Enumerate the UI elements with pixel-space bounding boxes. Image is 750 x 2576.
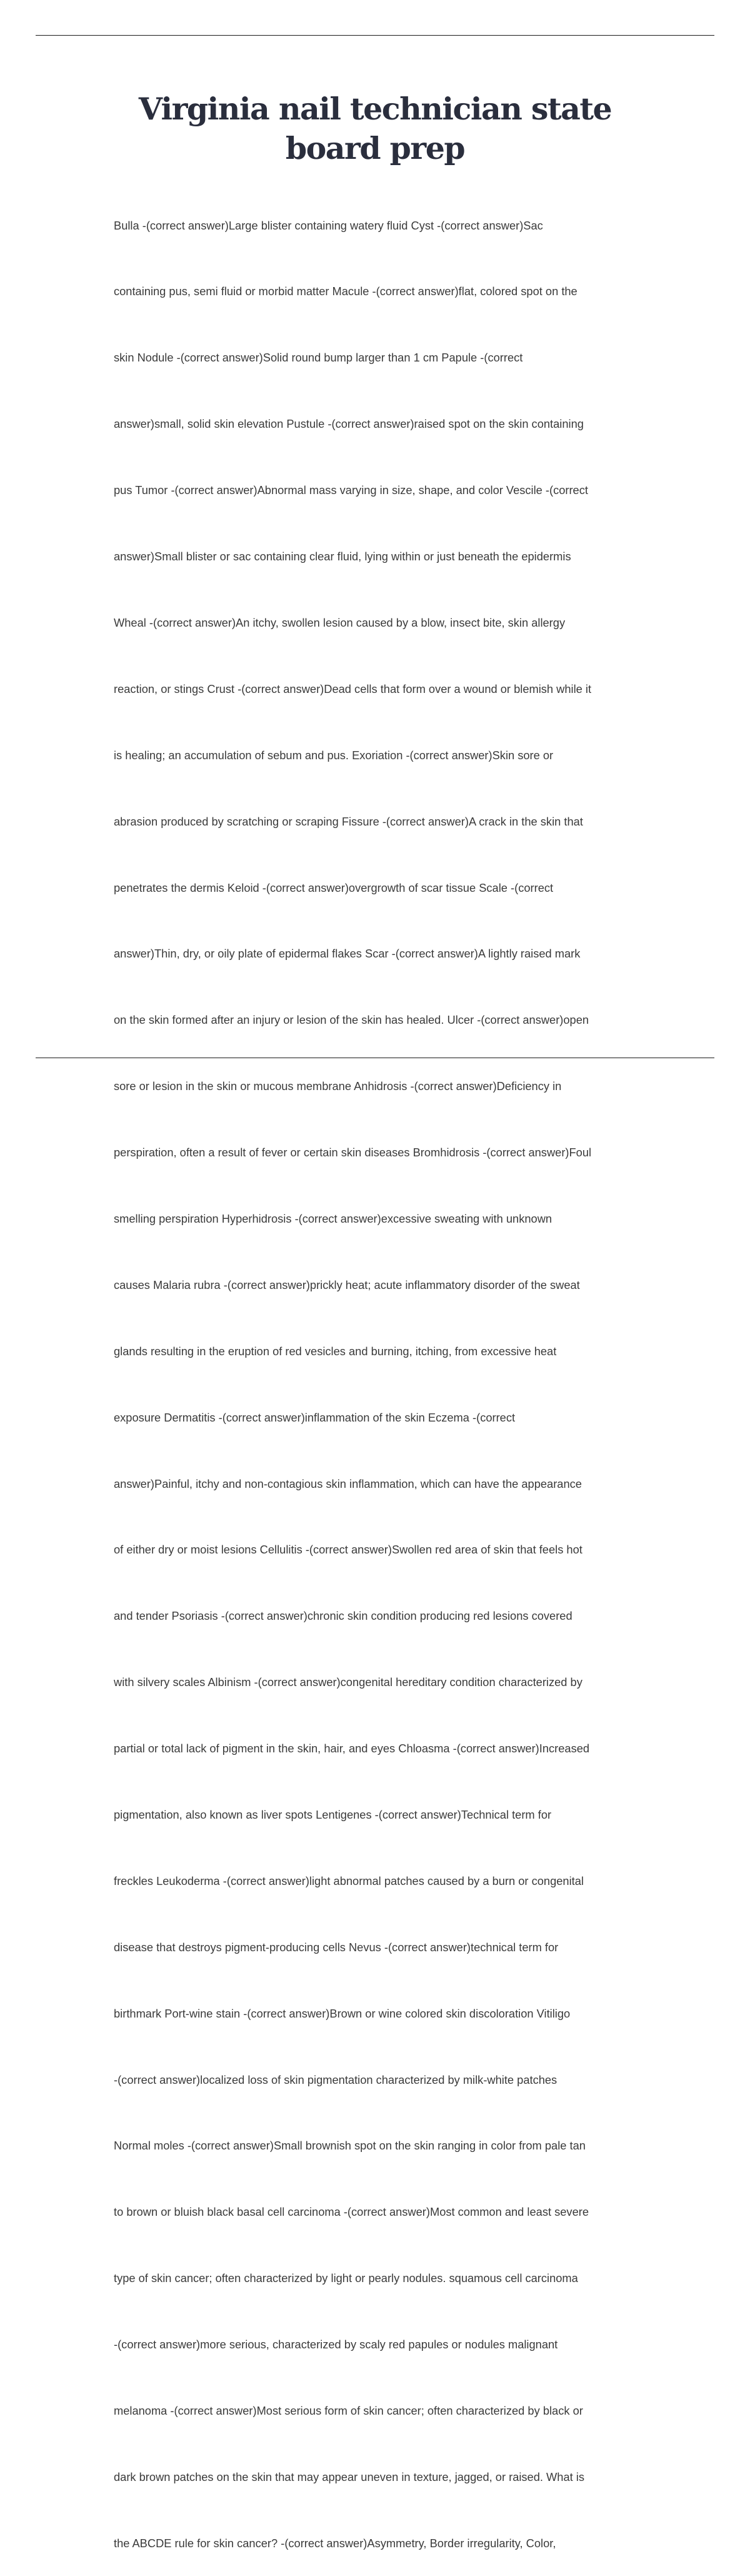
- body-line: on the skin formed after an injury or lesion of the skin has healed. Ulcer -(correct answer)open: [114, 1013, 589, 1027]
- body-line: smelling perspiration Hyperhidrosis -(correct answer)excessive sweating with unknown: [114, 1211, 552, 1225]
- body-line: pigmentation, also known as liver spots Lentigenes -(correct answer)Technical term for: [114, 1807, 552, 1821]
- page-title: [94, 89, 656, 168]
- body-line: penetrates the dermis Keloid -(correct answer)overgrowth of scar tissue Scale -(correct: [114, 881, 554, 894]
- title-line-2: board prep: [285, 130, 465, 166]
- body-line: -(correct answer)more serious, characterized by scaly red papules or nodules malignant: [114, 2338, 558, 2351]
- header-rule: [36, 35, 714, 36]
- body-line: freckles Leukoderma -(correct answer)light abnormal patches caused by a burn or congenital: [114, 1874, 584, 1887]
- body-line: sore or lesion in the skin or mucous membrane Anhidrosis -(correct answer)Deficiency in: [114, 1079, 562, 1093]
- body-line: -(correct answer)localized loss of skin pigmentation characterized by milk-white patches: [114, 2073, 558, 2086]
- body-line: the ABCDE rule for skin cancer? -(correct answer)Asymmetry, Border irregularity, Color,: [114, 2536, 556, 2550]
- body-line: glands resulting in the eruption of red vesicles and burning, itching, from excessive heat: [114, 1344, 557, 1358]
- body-line: dark brown patches on the skin that may appear uneven in texture, jagged, or raised. What is: [114, 2470, 585, 2483]
- body-line: abrasion produced by scratching or scraping Fissure -(correct answer)A crack in the skin that: [114, 814, 583, 828]
- body-line: skin Nodule -(correct answer)Solid round bump larger than 1 cm Papule -(correct: [114, 351, 523, 365]
- body-line: with silvery scales Albinism -(correct answer)congenital hereditary condition characterized by: [114, 1675, 582, 1689]
- body-line: Bulla -(correct answer)Large blister containing watery fluid Cyst -(correct answer)Sac: [114, 218, 543, 232]
- body-line: and tender Psoriasis -(correct answer)chronic skin condition producing red lesions covered: [114, 1609, 572, 1623]
- body-line: causes Malaria rubra -(correct answer)prickly heat; acute inflammatory disorder of the sweat: [114, 1278, 580, 1291]
- body-text: [114, 170, 591, 2576]
- title-line-1: Virginia nail technician state: [138, 91, 612, 127]
- body-line: type of skin cancer; often characterized by light or pearly nodules. squamous cell carcinoma: [114, 2271, 578, 2285]
- body-line: of either dry or moist lesions Cellulitis -(correct answer)Swollen red area of skin that feels hot: [114, 1543, 582, 1557]
- body-line: is healing; an accumulation of sebum and pus. Exoriation -(correct answer)Skin sore or: [114, 748, 554, 762]
- body-line: partial or total lack of pigment in the skin, hair, and eyes Chloasma -(correct answer)Increased: [114, 1742, 590, 1755]
- body-line: perspiration, often a result of fever or certain skin diseases Bromhidrosis -(correct answer)Foul: [114, 1146, 592, 1159]
- body-line: answer)Painful, itchy and non-contagious skin inflammation, which can have the appearance: [114, 1477, 582, 1490]
- body-line: disease that destroys pigment-producing cells Nevus -(correct answer)technical term for: [114, 1940, 559, 1954]
- body-line: exposure Dermatitis -(correct answer)inflammation of the skin Eczema -(correct: [114, 1410, 516, 1424]
- body-line: birthmark Port-wine stain -(correct answer)Brown or wine colored skin discoloration Vitiligo: [114, 2006, 571, 2020]
- body-line: answer)Small blister or sac containing clear fluid, lying within or just beneath the epidermis: [114, 550, 571, 563]
- body-line: melanoma -(correct answer)Most serious form of skin cancer; often characterized by black or: [114, 2403, 583, 2417]
- body-line: containing pus, semi fluid or morbid matter Macule -(correct answer)flat, colored spot on the: [114, 285, 578, 298]
- body-line: Wheal -(correct answer)An itchy, swollen lesion caused by a blow, insect bite, skin allergy: [114, 615, 566, 629]
- body-line: reaction, or stings Crust -(correct answer)Dead cells that form over a wound or blemish while it: [114, 682, 592, 695]
- body-line: answer)small, solid skin elevation Pustule -(correct answer)raised spot on the skin containing: [114, 417, 584, 431]
- body-line: pus Tumor -(correct answer)Abnormal mass varying in size, shape, and color Vescile -(correct: [114, 483, 588, 497]
- body-line: answer)Thin, dry, or oily plate of epidermal flakes Scar -(correct answer)A lightly raised mark: [114, 947, 581, 961]
- body-line: to brown or bluish black basal cell carcinoma -(correct answer)Most common and least severe: [114, 2205, 589, 2219]
- body-line: Normal moles -(correct answer)Small brownish spot on the skin ranging in color from pale tan: [114, 2139, 586, 2153]
